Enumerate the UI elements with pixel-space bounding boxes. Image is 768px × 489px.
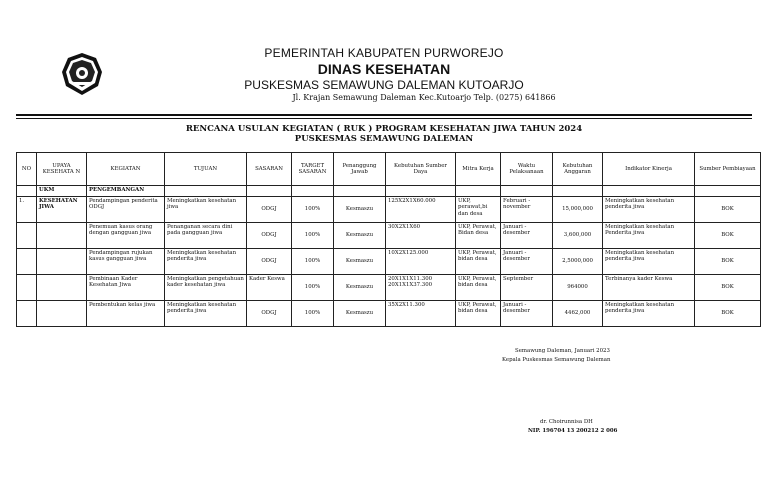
- table-cell: 20X1X1X11.300 20X1X1X37.300: [386, 275, 456, 301]
- table-cell: 100%: [292, 275, 334, 301]
- table-cell: UKP, Perawat, bidan desa: [456, 301, 501, 327]
- col-header: Kebutuhan Sumber Daya: [386, 153, 456, 186]
- table-cell: BOK: [695, 275, 761, 301]
- table-cell: Terbinanya kader Keswa: [603, 275, 695, 301]
- table-cell: [37, 249, 87, 275]
- table-cell: 15,000,000: [553, 197, 603, 223]
- table-row: [17, 223, 761, 249]
- table-cell: Penanganan secara dini pada gangguan jiwa: [165, 223, 247, 249]
- table-cell: 100%: [292, 301, 334, 327]
- table-cell: [37, 275, 87, 301]
- header-rule-thick: [16, 114, 752, 116]
- table-cell: Kesmaszu: [334, 223, 386, 249]
- table-cell: 10X2X125.000: [386, 249, 456, 275]
- header-department: DINAS KESEHATAN: [317, 61, 451, 77]
- table-cell: [247, 186, 292, 197]
- col-header: Waktu Pelaksanaan: [501, 153, 553, 186]
- table-cell: UKP, perawat,bi dan desa: [456, 197, 501, 223]
- table-cell: [386, 186, 456, 197]
- table-cell: [695, 186, 761, 197]
- table-cell: Meningkatkan pengetahuan kader kesehatan jiwa: [165, 275, 247, 301]
- col-header: Mitra Kerja: [456, 153, 501, 186]
- document-subtitle: PUSKESMAS SEMAWUNG DALEMAN: [294, 134, 474, 144]
- header-address: Jl. Krajan Semawung Daleman Kec.Kutoarjo Telp. (0275) 641866: [292, 93, 556, 102]
- col-header: Penanggung Jawab: [334, 153, 386, 186]
- section-label: PENGEMBANGAN: [87, 186, 165, 197]
- table-cell: Meningkatkan kesehatan penderita jiwa: [603, 197, 695, 223]
- table-row: [17, 301, 761, 327]
- table-cell: BOK: [695, 249, 761, 275]
- table-header-row: [17, 153, 761, 186]
- table-row: [17, 249, 761, 275]
- col-header: TUJUAN: [165, 153, 247, 186]
- col-header: Indikator Kinerja: [603, 153, 695, 186]
- table-cell: Meningkatkan kesehatan Penderita jiwa: [603, 223, 695, 249]
- table-cell: 4462,000: [553, 301, 603, 327]
- header-rule-thin: [16, 118, 752, 119]
- section-row: [17, 186, 761, 197]
- col-header: NO: [17, 153, 37, 186]
- section-label: UKM: [37, 186, 87, 197]
- table-cell: 35X2X11.300: [386, 301, 456, 327]
- table-cell: UKP, Perawat, bidan desa: [456, 275, 501, 301]
- col-header: UPAYA KESEHATA N: [37, 153, 87, 186]
- document-title: RENCANA USULAN KEGIATAN ( RUK ) PROGRAM KESEHATAN JIWA TAHUN 2024: [185, 124, 583, 134]
- table-cell: ODGJ: [247, 197, 292, 223]
- signature-nip: NIP. 196704 13 200212 2 006: [528, 428, 618, 434]
- table-cell: [17, 275, 37, 301]
- table-cell: [37, 223, 87, 249]
- col-header: KEGIATAN: [87, 153, 165, 186]
- table-cell: 125X2X1X60.000: [386, 197, 456, 223]
- table-cell: September: [501, 275, 553, 301]
- table-cell: 100%: [292, 223, 334, 249]
- table-cell: [17, 186, 37, 197]
- header-puskesmas: PUSKESMAS SEMAWUNG DALEMAN KUTOARJO: [244, 78, 524, 92]
- table-cell: Meningkatkan kesehatan penderita jiwa: [603, 301, 695, 327]
- table-cell: [501, 186, 553, 197]
- col-header: SASARAN: [247, 153, 292, 186]
- table-cell: Kesmaszu: [334, 301, 386, 327]
- table-cell: [456, 186, 501, 197]
- table-cell: 30X2X1X60: [386, 223, 456, 249]
- table-cell: BOK: [695, 223, 761, 249]
- ruk-table: [16, 152, 761, 327]
- table-cell: Januari - desember: [501, 301, 553, 327]
- table-cell: UKP, Perawat, Bidan desa: [456, 223, 501, 249]
- table-cell: BOK: [695, 301, 761, 327]
- col-header: TARGET SASARAN: [292, 153, 334, 186]
- table-cell: 100%: [292, 249, 334, 275]
- table-cell: [37, 301, 87, 327]
- table-cell: [292, 186, 334, 197]
- table-cell: UKP, Perawat, bidan desa: [456, 249, 501, 275]
- table-cell: Pembinaan Kader Kesehatan Jiwa: [87, 275, 165, 301]
- table-cell: Meningkatkan kesehatan penderita jiwa: [165, 301, 247, 327]
- table-cell: Februari - november: [501, 197, 553, 223]
- table-cell: 100%: [292, 197, 334, 223]
- table-cell: Pendampingan rujukan kasus gangguan jiwa: [87, 249, 165, 275]
- table-cell: [17, 249, 37, 275]
- table-cell: 1.: [17, 197, 37, 223]
- table-cell: [165, 186, 247, 197]
- signature-name: dr. Choirunnisa DH: [540, 419, 593, 425]
- table-cell: Kesmaszu: [334, 197, 386, 223]
- table-cell: Meningkatkan kesehatan jiwa: [165, 197, 247, 223]
- table-cell: 3,600,000: [553, 223, 603, 249]
- table-cell: ODGJ: [247, 223, 292, 249]
- table-cell: 964000: [553, 275, 603, 301]
- table-cell: Januari - desember: [501, 223, 553, 249]
- table-cell: [17, 301, 37, 327]
- signature-place-date: Semawung Daleman, Januari 2023: [515, 348, 610, 354]
- table-cell: [603, 186, 695, 197]
- table-cell: Januari - desember: [501, 249, 553, 275]
- table-cell: [553, 186, 603, 197]
- table-cell: 2,5000,000: [553, 249, 603, 275]
- table-cell: ODGJ: [247, 301, 292, 327]
- table-row: [17, 275, 761, 301]
- table-cell: [17, 223, 37, 249]
- table-cell: [334, 186, 386, 197]
- signature-position: Kepala Puskesmas Semawung Daleman: [502, 357, 611, 363]
- col-header: Sumber Pembiayaan: [695, 153, 761, 186]
- table-cell: KESEHATAN JIWA: [37, 197, 87, 223]
- table-cell: Meningkatkan kesehatan penderita jiwa: [165, 249, 247, 275]
- table-cell: BOK: [695, 197, 761, 223]
- table-cell: Pembentukan kelas jiwa: [87, 301, 165, 327]
- table-cell: Meningkatkan kesehatan penderita jiwa: [603, 249, 695, 275]
- header-government: PEMERINTAH KABUPATEN PURWOREJO: [264, 46, 504, 60]
- col-header: Kebutuhan Anggaran: [553, 153, 603, 186]
- table-row: [17, 197, 761, 223]
- table-cell: ODGJ: [247, 249, 292, 275]
- table-cell: Kesmaszu: [334, 249, 386, 275]
- table-cell: Kader Keswa: [247, 275, 292, 301]
- table-cell: Penemuan kasus orang dengan gangguan jiwa: [87, 223, 165, 249]
- table-cell: Pendampingan penderita ODGJ: [87, 197, 165, 223]
- table-cell: Kesmaszu: [334, 275, 386, 301]
